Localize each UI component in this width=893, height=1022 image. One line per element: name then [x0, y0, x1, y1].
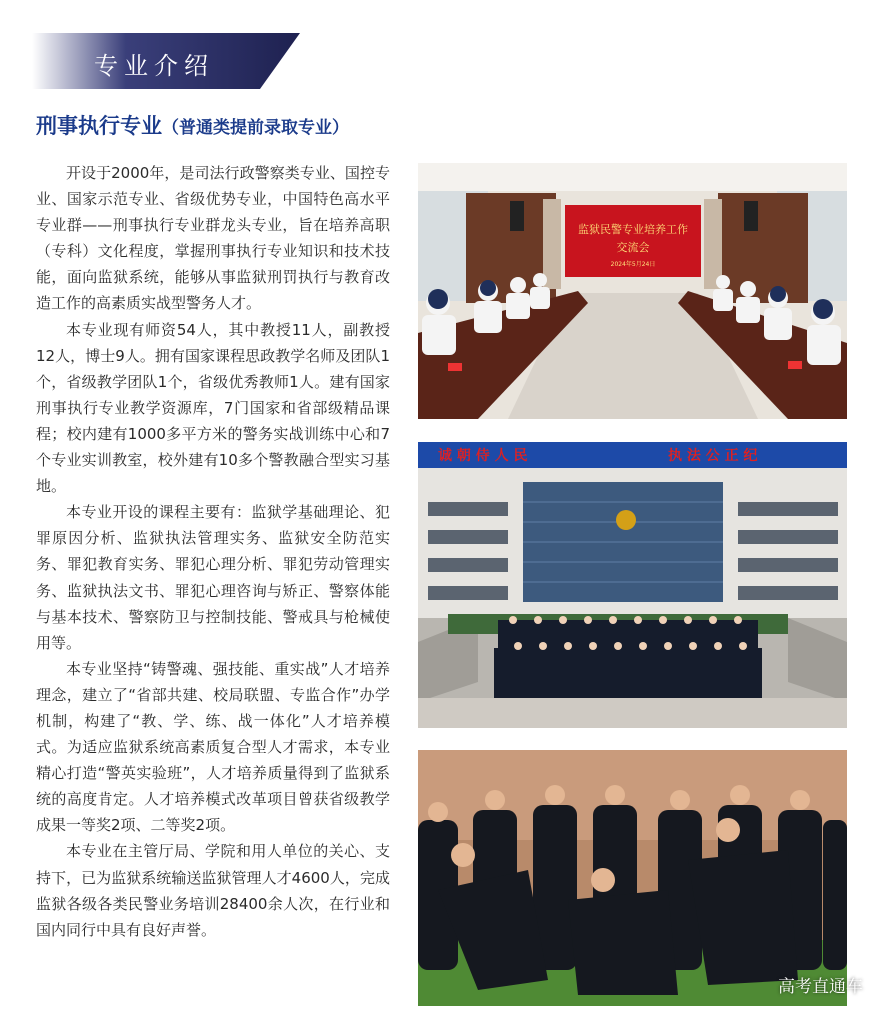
program-title	[36, 110, 349, 140]
paragraph-5: 本专业在主管厅局、学院和用人单位的关心、支持下，已为监狱系统输送监狱管理人才4600人，完成监狱各级各类民警业务培训28400余人次，在行业和国内同行中具有良好声誉。	[36, 842, 390, 939]
section-banner	[32, 33, 300, 89]
meeting-photo	[418, 163, 847, 419]
building-photo	[418, 442, 847, 728]
paragraph-2: 本专业现有师资54人，其中教授11人，副教授12人，博士9人。拥有国家课程思政教学名师及团队1个，省级教学团队1个，省级优秀教师1人。建有国家刑事执行专业教学资源库，7门国家和省部级精品课程；校内建有1000多平方米的警务实战训练中心和7个专业实训教室，校外建有10多个警教融合型实习基地。	[36, 320, 390, 496]
paragraph-4: 本专业坚持“铸警魂、强技能、重实战”人才培养理念，建立了“省部共建、校局联盟、专监合作”办学机制，构建了“教、学、练、战一体化”人才培养模式。为适应监狱系统高素质复合型人才需求，本专业精心打造“警英实验班”，人才培养质量得到了监狱系统的高度肯定。人才培养模式改革项目曾获省级教学成果一等奖2项、二等奖2项。	[36, 659, 390, 835]
building-slogan-right: 执 法 公 正 纪	[668, 448, 758, 464]
watermark: 高考直通车	[778, 977, 863, 997]
meeting-banner-line1: 监狱民警专业培养工作	[578, 223, 688, 236]
meeting-banner-date: 2024年5月24日	[610, 261, 656, 268]
paragraph-3: 本专业开设的课程主要有：监狱学基础理论、犯罪原因分析、监狱执法管理实务、监狱安全防范实务、罪犯教育实务、罪犯心理分析、罪犯劳动管理实务、监狱执法文书、罪犯心理咨询与矫正、警察体能与基本技术、警察防卫与控制技能、警戒具与枪械使用等。	[36, 503, 390, 652]
program-note: （普通类提前录取专业）	[162, 118, 349, 138]
training-photo	[418, 750, 847, 1006]
meeting-banner-line2: 交流会	[616, 241, 650, 254]
building-slogan-left: 诚 朝 侍 人 民	[438, 448, 528, 464]
program-description	[36, 160, 390, 943]
section-label: 专业介绍	[94, 52, 214, 80]
paragraph-1: 开设于2000年，是司法行政警察类专业、国控专业、国家示范专业、省级优势专业，中国特色高水平专业群——刑事执行专业群龙头专业，旨在培养高职（专科）文化程度，掌握刑事执行专业知识和技术技能，面向监狱系统，能够从事监狱刑罚执行与教育改造工作的高素质实战型警务人才。	[36, 164, 390, 313]
program-name: 刑事执行专业	[36, 114, 162, 138]
